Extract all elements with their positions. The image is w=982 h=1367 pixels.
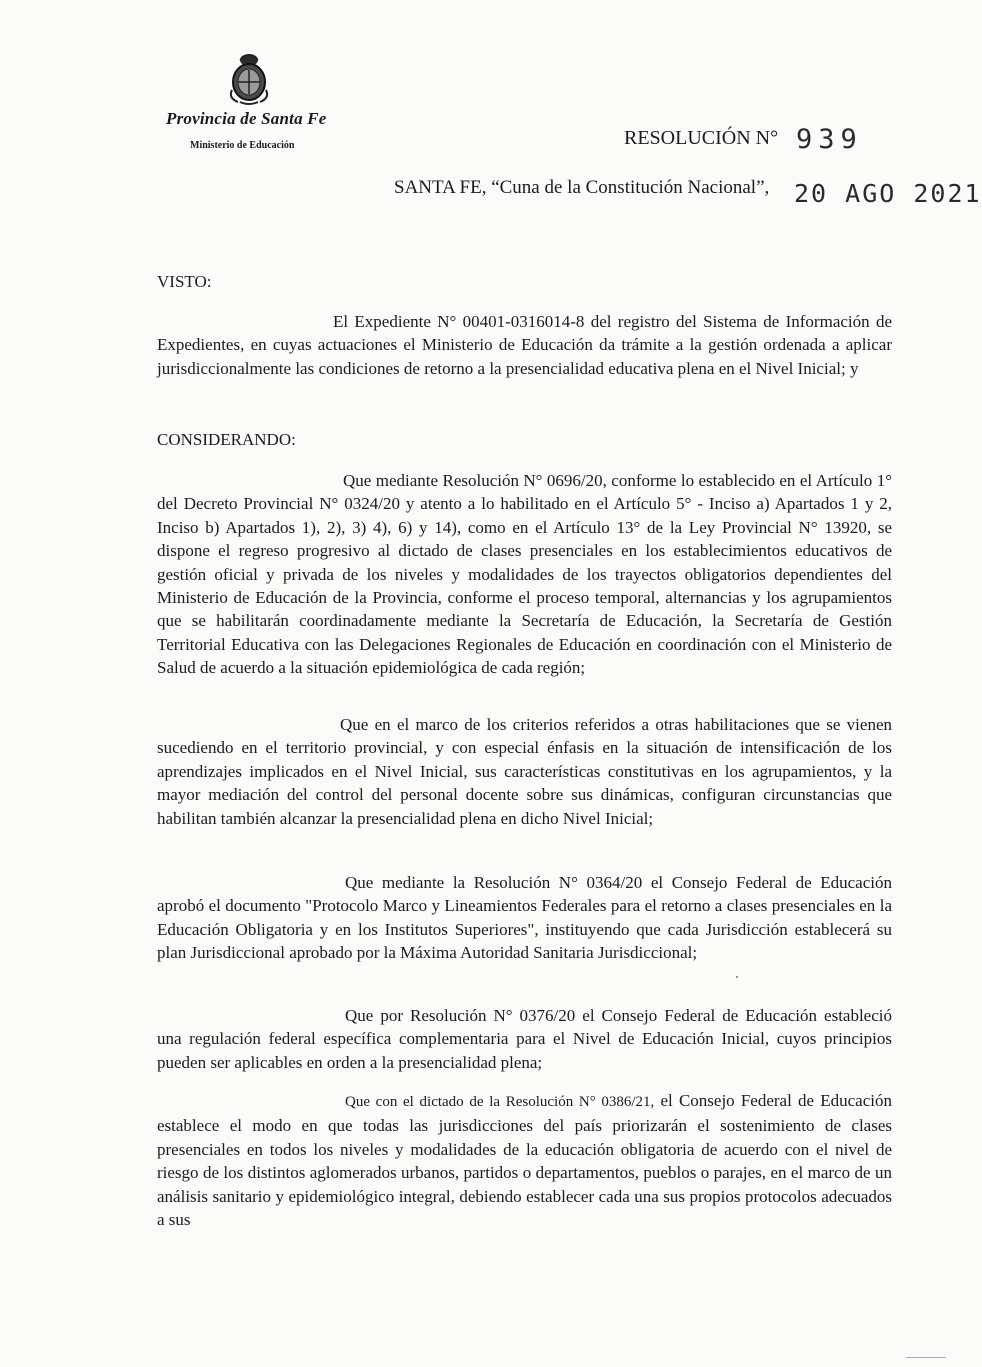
date-stamp: 20 AGO 2021 xyxy=(794,179,982,208)
scan-speck xyxy=(906,1357,946,1358)
paragraph-considerando-2 xyxy=(157,713,892,830)
paragraph-text: El Expediente N° 00401-0316014-8 del registro del Sistema de Información de Expedientes, en cuyas actuaciones el Ministerio de Educación da trámite a la gestión ordenada a aplicar jurisdiccionalmente las condiciones de retorno a la presencialidad educativa plena en el Nivel Inicial; y xyxy=(157,312,892,378)
paragraph-visto xyxy=(157,310,892,380)
paragraph-text: Que en el marco de los criterios referidos a otras habilitaciones que se vienen sucediendo en el territorio provincial, y con especial énfasis en la situación de intensificación de los aprendizajes implicados en el Nivel Inicial, sus características constitutivas en los agrupamientos, y la mayor mediación del control del personal docente sobre sus dinámicas, configuran circunstancias que habilitan también alcanzar la presencialidad plena en dicho Nivel Inicial; xyxy=(157,715,892,828)
paragraph-lead: Que con el dictado de la Resolución N° 0386/21, xyxy=(345,1094,655,1110)
paragraph-considerando-1 xyxy=(157,469,892,680)
place-line: SANTA FE, “Cuna de la Constitución Nacional”, xyxy=(394,177,770,198)
resolution-number: 939 xyxy=(796,124,863,155)
paragraph-considerando-3 xyxy=(157,871,892,965)
paragraph-text: Que mediante la Resolución N° 0364/20 el Consejo Federal de Educación aprobó el documento "Protocolo Marco y Lineamientos Federales para el retorno a clases presenciales en la Educación Obligatoria y en los Institutos Superiores", instituyendo que cada Jurisdicción establecerá su plan Jurisdiccional aprobado por la Máxima Autoridad Sanitaria Jurisdiccional; xyxy=(157,873,892,963)
resolution-label: RESOLUCIÓN N° xyxy=(624,127,779,149)
paragraph-text: Que por Resolución N° 0376/20 el Consejo Federal de Educación estableció una regulación federal específica complementaria para el Nivel de Educación Inicial, cuyos principios pueden ser aplicables en orden a la presencialidad plena; xyxy=(157,1006,892,1072)
paragraph-text: el Consejo Federal de Educación establece el modo en que todas las jurisdicciones del país priorizarán el sostenimiento de clases presenciales en todos los niveles y modalidades de la educación obligatoria de acuerdo con el nivel de riesgo de los distintos aglomerados urbanos, partidos o departamentos, pueblos o parajes, en el marco de un análisis sanitario y epidemiológico integral, debiendo establecer cada una sus propios protocolos adecuados a sus xyxy=(157,1091,892,1230)
paragraph-considerando-5 xyxy=(157,1089,892,1231)
province-signature: Provincia de Santa Fe xyxy=(166,109,327,128)
paragraph-text: Que mediante Resolución N° 0696/20, conforme lo establecido en el Artículo 1° del Decreto Provincial N° 0324/20 y atento a lo habilitado en el Artículo 5° - Inciso a) Apartados 1 y 2, Inciso b) Apartados 1), 2), 3) 4), 6) y 14), como en el Artículo 13° de la Ley Provincial N° 13920, se dispone el regreso progresivo al dictado de clases presenciales en los establecimientos educativos de gestión oficial y privada de los niveles y modalidades de los trayectos obligatorios dependientes del Ministerio de Educación de la Provincia, conforme el proceso temporal, alternancias y los agrupamientos que se habilitarán coordinadamente mediante la Secretaría de Educación, la Secretaría de Gestión Territorial Educativa con las Delegaciones Regionales de Educación en coordinación con el Ministerio de Salud de acuerdo a la situación epidemiológica de cada región; xyxy=(157,471,892,678)
paragraph-considerando-4 xyxy=(157,1004,892,1074)
scan-speck xyxy=(736,976,738,978)
heading-visto: VISTO: xyxy=(157,272,212,291)
coat-of-arms-icon xyxy=(226,52,272,106)
ministry-name: Ministerio de Educación xyxy=(190,140,295,151)
heading-considerando: CONSIDERANDO: xyxy=(157,430,296,449)
